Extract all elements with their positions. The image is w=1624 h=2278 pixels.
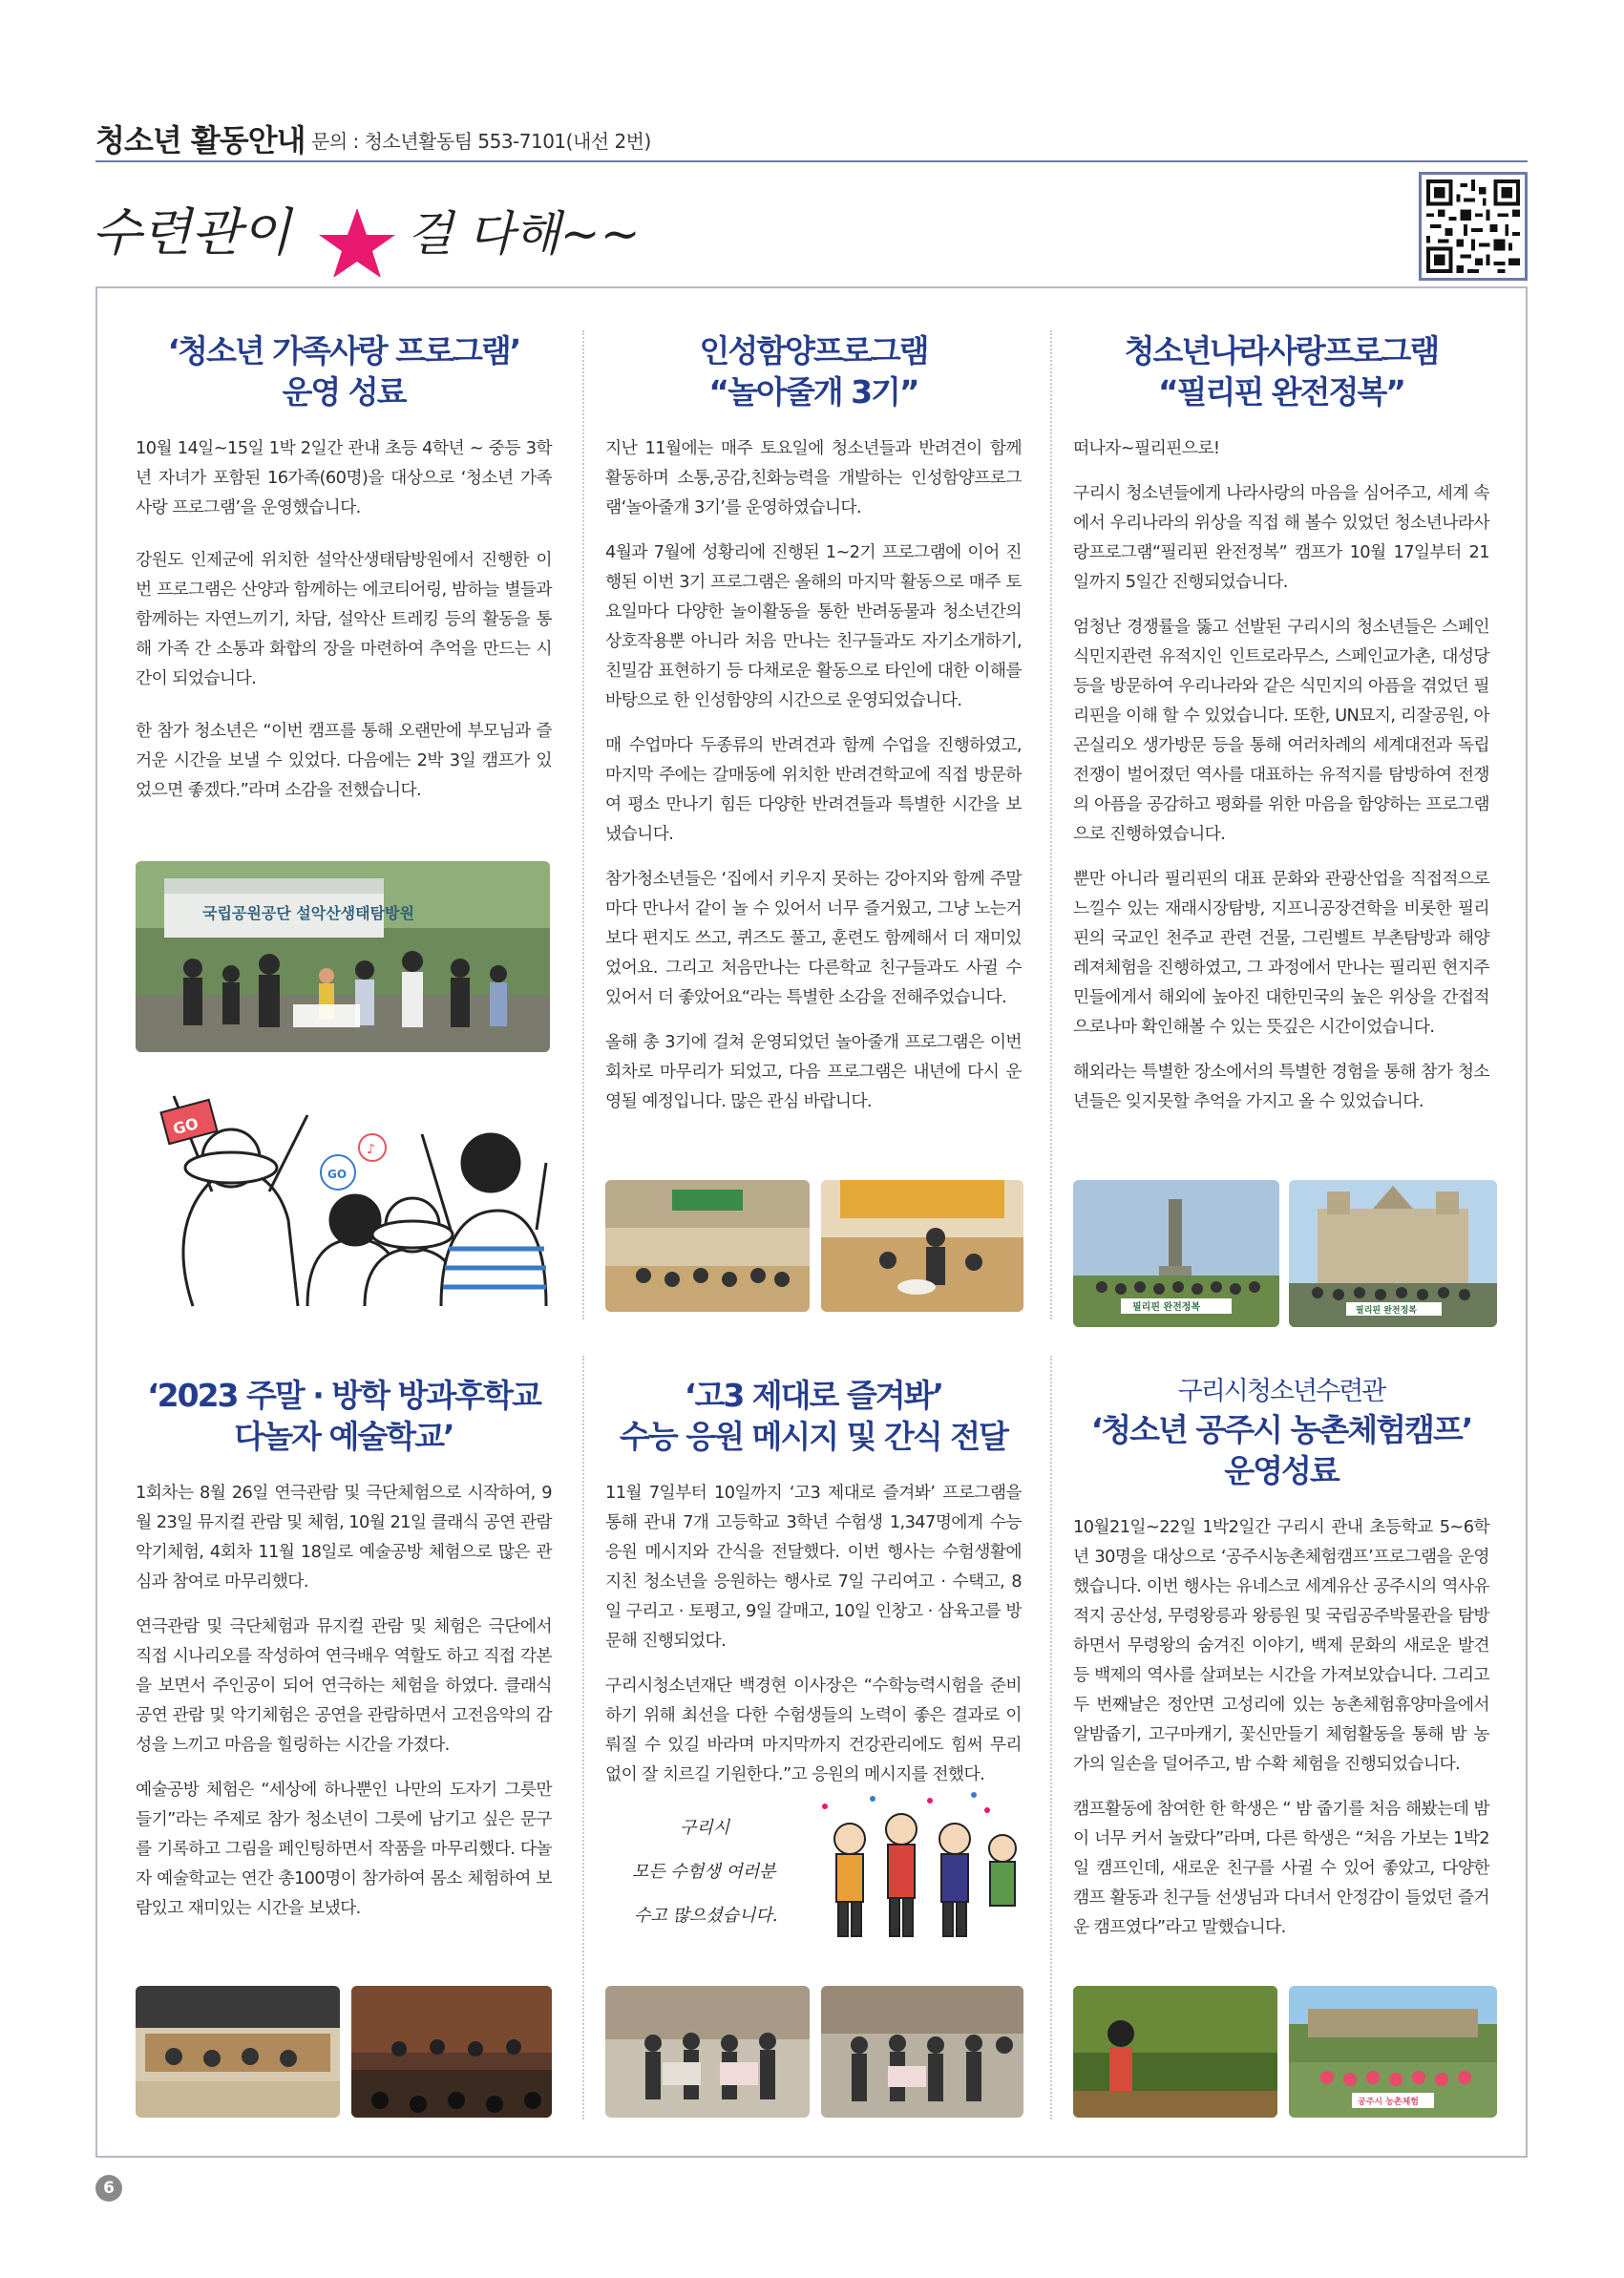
article-title-line1: ‘청소년 공주시 농촌체험캠프’ xyxy=(1090,1411,1472,1448)
article-paragraph: 뿐만 아니라 필리핀의 대표 문화와 관광산업을 직접적으로 느낄수 있는 재래시장탐방, 지프니공장견학을 비롯한 필리핀의 국교인 천주교 관련 건물, 그린벨트 부촌탐방과 해양레져체험을 진행하였고, 그 과정에서 만나는 필리핀 현지주민들에게서 해외에 높아진 대한민국의 높은 위상을 간접적으로나마 확인해볼 수 있는 뜻깊은 시간이었습니다. xyxy=(1073,869,1489,1037)
article-paragraph: 한 참가 청소년은 “이번 캠프를 통해 오랜만에 부모님과 즐거운 시간을 보낼 수 있었다. 다음에는 2박 3일 캠프가 있었으면 좋겠다.”라며 소감을 전했습니다. xyxy=(136,721,552,800)
column-separator xyxy=(1050,330,1052,1319)
article-title-line1: 청소년나라사랑프로그램 xyxy=(1124,332,1439,369)
article-paragraph: 10월21일~22일 1박2일간 구리시 관내 초등학교 5~6학년 30명을 대상으로 ‘공주시농촌체험캠프’프로그램을 운영했습니다. 이번 행사는 유네스코 세계유산 공주시의 역사유적지 공산성, 무령왕릉과 왕릉원 및 국립공주박물관을 탐방하면서 무령왕의 숨겨진 이야기, 백제 문화의 새로운 발견 등 백제의 역사를 살펴보는 시간을 가져보았습니다. 그리고 두 번째날은 정안면 고성리에 있는 농촌체험휴양마을에서 알밤줍기, 고구마캐기, 꽃신만들기 체험활동을 통해 밤 농가의 일손을 덜어주고, 밤 수확 체험을 진행되었습니다. xyxy=(1073,1517,1489,1774)
section-title: 청소년 활동안내 xyxy=(95,122,306,158)
article-paragraph: 예술공방 체험은 “세상에 하나뿐인 나만의 도자기 그릇만들기”라는 주제로 참가 청소년이 그릇에 남기고 싶은 문구를 기록하고 그림을 페인팅하면서 작품을 마무리했다. 다놀자 예술학교는 연간 총100명이 참가하여 몸소 체험하여 보람있고 재미있는 시간을 보냈다. xyxy=(136,1780,552,1918)
article-title xyxy=(136,330,552,412)
article-exam-cheer xyxy=(605,1375,1022,1789)
svg-text:♪: ♪ xyxy=(367,1142,375,1157)
article-paragraph: 연극관람 및 극단체험과 뮤지컬 관람 및 체험은 극단에서 직접 시나리오를 작성하여 연극배우 역할도 하고 직접 각본을 보면서 주인공이 되어 연극하는 체험을 하였다. 클래식 공연 관람 및 악기체험은 공연을 관람하면서 고전음악의 감성을 느끼고 마음을 힐링하는 시간을 가졌다. xyxy=(136,1616,552,1755)
article-paragraph: 올해 총 3기에 걸쳐 운영되었던 놀아줄개 프로그램은 이번회차로 마무리가 되었고, 다음 프로그램은 내년에 다시 운영될 예정입니다. 많은 관심 바랍니다. xyxy=(605,1032,1022,1111)
photo-dog-class-1 xyxy=(605,1180,810,1312)
slogan-prefix: 수련관이 xyxy=(92,202,291,263)
contact-info: 문의 : 청소년활동팀 553-7101(내선 2번) xyxy=(311,130,651,153)
article-title xyxy=(605,330,1022,412)
photo-family-camp xyxy=(136,861,550,1052)
cheering-kids-illustration xyxy=(136,1058,550,1316)
slogan-suffix: 걸 다해~~ xyxy=(407,206,641,262)
article-paragraph: 구리시 청소년들에게 나라사랑의 마음을 심어주고, 세계 속에서 우리나라의 위상을 직접 해 볼수 있었던 청소년나라사랑프로그램“필리핀 완전정복” 캠프가 10월 17일부터 21일까지 5일간 진행되었습니다. xyxy=(1073,483,1489,592)
article-title-line2: 다놀자 예술학교’ xyxy=(234,1418,453,1455)
banner-text: 필리핀 완전정복 xyxy=(1356,1306,1417,1316)
article-paragraph: 매 수업마다 두종류의 반려견과 함께 수업을 진행하였고, 마지막 주에는 갈매동에 위치한 반려견학교에 직접 방문하여 평소 만나기 힘든 다양한 반려견들과 특별한 시간을 보냈습니다. xyxy=(605,735,1022,844)
ball-text: GO xyxy=(327,1168,348,1181)
handwritten-line3: 수고 많으셨습니다. xyxy=(634,1906,778,1926)
article-title xyxy=(136,1375,552,1457)
article-paragraph: 강원도 인제군에 위치한 설악산생태탐방원에서 진행한 이번 프로그램은 산양과 함께하는 에코티어링, 밤하늘 별들과 함께하는 자연느끼기, 차담, 설악산 트레킹 등의 활동을 통해 가족 간 소통과 화합의 장을 마련하여 추억을 만드는 시간이 되었습니다. xyxy=(136,550,552,688)
banner-text: 필리핀 완전정복 xyxy=(1132,1302,1201,1313)
article-title-line2: 운영성료 xyxy=(1224,1452,1339,1489)
photo-exam-cheer-2 xyxy=(821,1986,1023,2118)
article-title-line2: 운영 성료 xyxy=(282,373,406,411)
photo-philippines-church xyxy=(1289,1180,1497,1327)
photo-exam-cheer-1 xyxy=(605,1986,810,2118)
column-separator xyxy=(1050,1356,1052,2120)
article-philippines xyxy=(1073,330,1489,1116)
photo-chestnut-picking xyxy=(1073,1986,1277,2118)
article-paragraph: 엄청난 경쟁률을 뚫고 선발된 구리시의 청소년들은 스페인식민지관련 유적지인 인트로라무스, 스페인교가촌, 대성당등을 방문하여 우리나라와 같은 식민지의 아픔을 겪었던 필리핀을 이해 할 수 있었습니다. 또한, UN묘지, 리잘공원, 아곤실리오 생가방문 등을 통해 여러차례의 세계대전과 독립전쟁이 벌어졌던 역사를 대표하는 유적지를 탐방하여 전쟁의 아픔을 공감하고 평화를 위한 마음을 함양하는 프로그램으로 진행하였습니다. xyxy=(1073,617,1489,844)
article-title-line1: ‘청소년 가족사랑 프로그램’ xyxy=(167,332,520,369)
qr-code[interactable] xyxy=(1419,172,1528,281)
slogan xyxy=(92,191,703,277)
article-paragraph: 지난 11월에는 매주 토요일에 청소년들과 반려견이 함께 활동하며 소통,공감,친화능력을 개발하는 인성함양프로그램‘놀아줄개 3기’를 운영하였습니다. xyxy=(605,438,1022,517)
column-separator xyxy=(582,1356,584,2120)
article-title-line1: ‘2023 주말 · 방학 방과후학교 xyxy=(147,1377,540,1414)
header-rule xyxy=(95,160,1528,162)
cheer-message-illustration xyxy=(605,1787,1022,1974)
article-kicker: 구리시청소년수련관 xyxy=(1177,1377,1385,1406)
article-title-line2: “필리핀 완전정복” xyxy=(1157,373,1404,411)
article-title-line1: ‘고3 제대로 즐겨봐’ xyxy=(684,1377,943,1414)
article-paragraph: 1회차는 8월 26일 연극관람 및 극단체험으로 시작하여, 9월 23일 뮤지컬 관람 및 체험, 10월 21일 클래식 공연 관람 악기체험, 4회차 11월 18일로 예술공방 체험으로 많은 관심과 참여로 마무리했다. xyxy=(136,1483,552,1592)
article-title-line1: 인성함양프로그램 xyxy=(699,332,928,369)
page-header xyxy=(95,107,1528,160)
article-title xyxy=(605,1375,1022,1457)
article-paragraph: 떠나자~필리핀으로! xyxy=(1073,438,1220,458)
banner-text: 공주시 농촌체험 xyxy=(1358,2098,1419,2107)
photo-sign-text: 국립공원공단 설악산생태탐방원 xyxy=(202,904,414,922)
photo-pottery-class xyxy=(136,1986,340,2118)
article-paragraph: 참가청소년들은 ‘집에서 키우지 못하는 강아지와 함께 주말마다 만나서 같이 놀 수 있어서 너무 즐거웠고, 그냥 노는거보다 편지도 쓰고, 퀴즈도 풀고, 훈련도 함께해서 더 재미있었어요. 그리고 처음만나는 다른학교 친구들과도 사귈 수 있어서 더 좋았어요“라는 특별한 소감을 전해주었습니다. xyxy=(605,869,1022,1007)
article-title xyxy=(1073,330,1489,412)
flag-text: GO xyxy=(171,1113,200,1139)
article-paragraph: 4월과 7월에 성황리에 진행된 1~2기 프로그램에 이어 진행된 이번 3기 프로그램은 올해의 마지막 활동으로 매주 토요일마다 다양한 놀이활동을 통한 반려동물과 청소년간의 상호작용뿐 아니라 처음 만나는 친구들과도 자기소개하기, 친밀감 표현하기 등 다채로운 활동으로 타인에 대한 이해를 바탕으로 한 인성함양의 시간으로 운영되었습니다. xyxy=(605,542,1022,710)
photo-classical-concert xyxy=(351,1986,552,2118)
article-title-line2: 수능 응원 메시지 및 간식 전달 xyxy=(620,1418,1007,1455)
article-art-school xyxy=(136,1375,552,1923)
handwritten-line2: 모든 수험생 여러분 xyxy=(632,1862,776,1882)
article-farm-camp xyxy=(1073,1375,1489,1942)
photo-philippines-monument xyxy=(1073,1180,1279,1327)
article-title xyxy=(1073,1375,1489,1491)
article-paragraph: 10월 14일~15일 1박 2일간 관내 초등 4학년 ~ 중등 3학년 자녀가 포함된 16가족(60명)을 대상으로 ‘청소년 가족사랑 프로그램’을 운영했습니다. xyxy=(136,438,552,517)
page-number: 6 xyxy=(95,2175,122,2202)
article-paragraph: 해외라는 특별한 장소에서의 특별한 경험을 통해 참가 청소년들은 잊지못할 추억을 가지고 올 수 있었습니다. xyxy=(1073,1062,1489,1111)
handwritten-line1: 구리시 xyxy=(680,1818,730,1838)
column-separator xyxy=(582,330,584,1319)
article-title-line2: “놀아줄개 3기” xyxy=(708,373,918,411)
star-icon xyxy=(319,208,395,277)
article-dog-program xyxy=(605,330,1022,1116)
article-paragraph: 11월 7일부터 10일까지 ‘고3 제대로 즐겨봐’ 프로그램을 통해 관내 7개 고등학교 3학년 수험생 1,347명에게 수능 응원 메시지와 간식을 전달했다. 이번 행사는 수험생활에 지친 청소년을 응원하는 행사로 7일 구리여고 · 수택고, 8일 구리고 · 토평고, 9일 갈매고, 10일 인창고 · 삼육고를 방문해 진행되었다. xyxy=(605,1483,1022,1651)
article-family-love xyxy=(136,330,552,805)
article-paragraph: 구리시청소년재단 백경현 이사장은 “수학능력시험을 준비하기 위해 최선을 다한 수험생들의 노력이 좋은 결과로 이뤄질 수 있길 바라며 마지막까지 건강관리에도 힘써 무리 없이 잘 치르길 기원한다.”고 응원의 메시지를 전했다. xyxy=(605,1676,1022,1784)
article-paragraph: 캠프활동에 참여한 한 학생은 “ 밤 줍기를 처음 해봤는데 밤이 너무 커서 놀랐다”라며, 다른 학생은 “처음 가보는 1박2일 캠프인데, 새로운 친구를 사귈 수 있어 좋았고, 다양한 캠프 활동과 친구들 선생님과 다녀서 안정감이 들었던 즐거운 캠프였다”라고 말했습니다. xyxy=(1073,1799,1489,1937)
photo-fortress-group xyxy=(1289,1986,1497,2118)
photo-dog-class-2 xyxy=(821,1180,1023,1312)
